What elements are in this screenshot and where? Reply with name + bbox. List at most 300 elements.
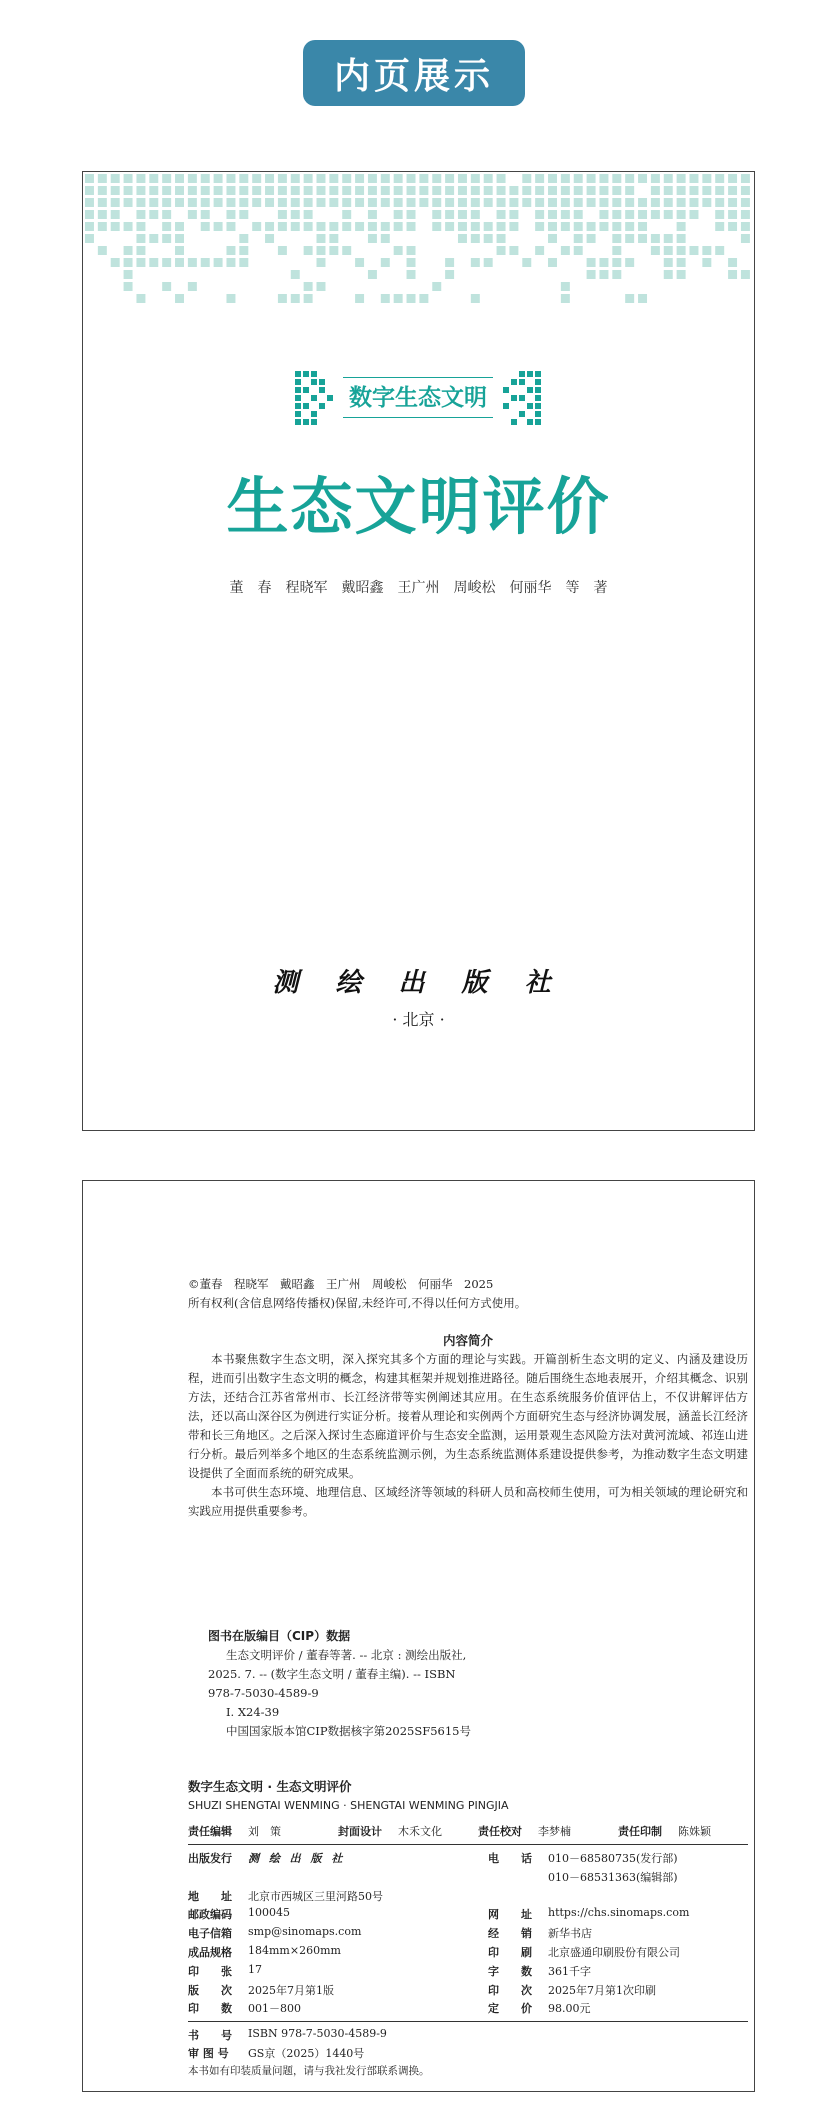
pixel-square	[304, 186, 313, 195]
pixel-square	[304, 246, 313, 255]
pixel-square	[329, 222, 338, 231]
pixel-square	[85, 234, 94, 243]
pixel-square	[612, 222, 621, 231]
summary-paragraph-1: 本书聚焦数字生态文明，深入探究其多个方面的理论与实践。开篇剖析生态文明的定义、内涵及建设历程，进而引出数字生态文明的概念，构建其框架并规划推进路径。随后围绕生态地表展开，介绍其概念、识别方法，还结合江苏省常州市、长江经济带等实例阐述其应用。在生态系统服务价值评估上，不仅讲解评估方法，还以高山深谷区为例进行实证分析。接着从理论和实例两个方面研究生态与经济协调发展，涵盖长江经济带和长三角地区。之后深入探讨生态廊道评价与生态安全监测，运用景观生态风险方法对黄河流域、祁连山进行分析。最后列举多个地区的生态系统监测示例，为生态系统监测体系建设提供参考，为推动数字生态文明建设提供了全面而系统的研究成果。	[188, 1352, 748, 1480]
info-value: 新华书店	[548, 1927, 592, 1941]
pixel-square	[497, 234, 506, 243]
pixel-square	[85, 198, 94, 207]
pixel-square	[574, 174, 583, 183]
pixel-square	[677, 258, 686, 267]
pixel-square	[355, 294, 364, 303]
pixel-square	[561, 174, 570, 183]
pixel-square	[625, 234, 634, 243]
pixel-square	[188, 282, 197, 291]
pixel-pattern-decoration	[83, 172, 754, 312]
info-label: 出版发行	[188, 1852, 232, 1865]
pixel-square	[111, 210, 120, 219]
pixel-square	[458, 198, 467, 207]
pixel-square	[239, 186, 248, 195]
pixel-square	[265, 234, 274, 243]
pixel-square	[638, 294, 647, 303]
pixel-square	[111, 198, 120, 207]
series-badge	[293, 369, 543, 427]
pixel-square	[175, 294, 184, 303]
pixel-square	[201, 210, 210, 219]
pixel-square	[625, 198, 634, 207]
pixel-square	[535, 198, 544, 207]
pixel-square	[136, 234, 145, 243]
pixel-square	[394, 186, 403, 195]
info-value: 010－68580735(发行部)	[548, 1852, 678, 1865]
footer-note: 本书如有印装质量问题，请与我社发行部联系调换。	[188, 2065, 430, 2077]
pixel-square	[548, 210, 557, 219]
pixel-square	[625, 186, 634, 195]
pixel-square	[574, 186, 583, 195]
pixel-square	[458, 174, 467, 183]
pixel-square	[535, 210, 544, 219]
pixel-square	[599, 174, 608, 183]
pixel-square	[278, 222, 287, 231]
pixel-square	[226, 222, 235, 231]
info-row	[188, 1850, 748, 1867]
pixel-square	[548, 174, 557, 183]
pixel-square	[561, 294, 570, 303]
pixel-square	[226, 258, 235, 267]
info-row	[188, 1869, 748, 1886]
pixel-square	[394, 222, 403, 231]
copyright-page	[82, 1180, 755, 2092]
info-label: 成品规格	[188, 1946, 232, 1959]
pixel-square	[381, 294, 390, 303]
pixel-square	[136, 174, 145, 183]
series-top-rule	[343, 377, 493, 378]
cip-line: 中国国家版本馆CIP数据核字第2025SF5615号	[226, 1724, 471, 1738]
pixel-square	[407, 186, 416, 195]
pixel-square	[458, 186, 467, 195]
pixel-square	[574, 198, 583, 207]
printing-editor-label: 责任印制	[618, 1825, 662, 1838]
info-value: 北京盛通印刷股份有限公司	[548, 1946, 680, 1959]
pixel-square	[664, 258, 673, 267]
pixel-square	[162, 210, 171, 219]
pixel-square	[136, 258, 145, 267]
info-value: 北京市西城区三里河路50号	[248, 1889, 383, 1903]
pixel-square	[561, 198, 570, 207]
pixel-square	[741, 174, 750, 183]
pixel-square	[124, 186, 133, 195]
pixel-square	[599, 186, 608, 195]
pixel-square	[149, 186, 158, 195]
info-row	[188, 1963, 748, 1980]
publisher-city: · 北京 ·	[392, 1010, 445, 1029]
pixel-square	[381, 174, 390, 183]
pixel-square	[265, 186, 274, 195]
pixel-square	[471, 258, 480, 267]
pixel-square	[599, 198, 608, 207]
pixel-square	[651, 246, 660, 255]
pixel-square	[677, 198, 686, 207]
pixel-square	[291, 186, 300, 195]
pixel-square	[265, 222, 274, 231]
pixel-square	[149, 258, 158, 267]
pixel-square	[304, 282, 313, 291]
pixel-square	[599, 222, 608, 231]
pixel-square	[291, 174, 300, 183]
pixel-square	[162, 234, 171, 243]
pixel-square	[471, 222, 480, 231]
cip-line: Ⅰ. X24-39	[226, 1705, 280, 1719]
cover-design-label: 封面设计	[338, 1825, 382, 1838]
pixel-square	[291, 294, 300, 303]
pixel-square	[651, 234, 660, 243]
pixel-square	[136, 198, 145, 207]
pixel-square	[458, 234, 467, 243]
pixel-square	[574, 246, 583, 255]
pixel-square	[124, 198, 133, 207]
pixel-square	[625, 210, 634, 219]
pixel-square	[651, 174, 660, 183]
pixel-square	[304, 174, 313, 183]
pixel-square	[677, 222, 686, 231]
pixel-square	[741, 186, 750, 195]
pixel-square	[124, 258, 133, 267]
pixel-square	[522, 186, 531, 195]
pixel-square	[445, 270, 454, 279]
pixel-square	[136, 210, 145, 219]
pixel-square	[175, 234, 184, 243]
pixel-square	[98, 222, 107, 231]
pixel-square	[741, 198, 750, 207]
pixel-square	[587, 198, 596, 207]
pixel-square	[162, 222, 171, 231]
pixel-square	[574, 210, 583, 219]
pixel-square	[226, 174, 235, 183]
pixel-square	[304, 210, 313, 219]
pixel-square	[304, 222, 313, 231]
pixel-square	[458, 222, 467, 231]
pixel-square	[458, 210, 467, 219]
info-label: 网 址	[488, 1908, 532, 1922]
pixel-square	[85, 222, 94, 231]
pixel-square	[715, 198, 724, 207]
pixel-square	[188, 258, 197, 267]
pixel-square	[484, 186, 493, 195]
inner-title-page	[82, 171, 755, 1131]
isbn-row	[188, 2027, 748, 2044]
pixel-square	[702, 186, 711, 195]
pixel-square	[111, 174, 120, 183]
pixel-square	[407, 174, 416, 183]
pixel-square	[612, 174, 621, 183]
pixel-square	[471, 174, 480, 183]
pixel-square	[612, 246, 621, 255]
pixel-square	[689, 198, 698, 207]
info-label: 印 张	[188, 1964, 232, 1978]
info-value: 001－800	[248, 2002, 301, 2016]
pixel-square	[226, 210, 235, 219]
pixel-square	[561, 210, 570, 219]
pixel-square	[98, 210, 107, 219]
pixel-square	[535, 174, 544, 183]
pixel-square	[304, 198, 313, 207]
pixel-square	[175, 198, 184, 207]
pixel-square	[497, 210, 506, 219]
info-label: 版 次	[188, 1983, 232, 1997]
pixel-square	[317, 234, 326, 243]
summary-paragraph-2: 本书可供生态环境、地理信息、区域经济等领域的科研人员和高校师生使用，可为相关领域的理论研究和实践应用提供重要参考。	[188, 1485, 748, 1518]
pixel-square	[239, 174, 248, 183]
info-row	[188, 1925, 748, 1942]
pixel-square	[291, 198, 300, 207]
series-left-pixel-icon	[293, 369, 343, 427]
pixel-square	[548, 222, 557, 231]
authors: 董 春 程晓军 戴昭鑫 王广州 周峻松 何丽华 等 著	[229, 580, 608, 596]
pixel-square	[239, 210, 248, 219]
pixel-square	[355, 174, 364, 183]
pixel-square	[355, 222, 364, 231]
pixel-square	[728, 186, 737, 195]
pixel-square	[381, 186, 390, 195]
pixel-square	[664, 270, 673, 279]
pixel-square	[98, 174, 107, 183]
pixel-square	[317, 186, 326, 195]
info-value: 100045	[248, 1906, 290, 1920]
pixel-square	[689, 210, 698, 219]
pixel-square	[407, 210, 416, 219]
proofreader-label: 责任校对	[478, 1825, 522, 1838]
pixel-square	[548, 234, 557, 243]
info-row	[188, 2000, 748, 2017]
info-label: 印 刷	[488, 1946, 532, 1959]
cip-line: 2025. 7. -- (数字生态文明 / 董春主编). -- ISBN	[208, 1667, 456, 1681]
pixel-square	[535, 222, 544, 231]
pixel-square	[342, 198, 351, 207]
pixel-square	[368, 186, 377, 195]
pixel-square	[394, 210, 403, 219]
pixel-square	[702, 174, 711, 183]
pixel-square	[214, 186, 223, 195]
pixel-square	[291, 270, 300, 279]
info-label: 地 址	[188, 1889, 232, 1903]
pixel-square	[201, 186, 210, 195]
pixel-square	[368, 210, 377, 219]
pixel-square	[342, 174, 351, 183]
pixel-square	[329, 198, 338, 207]
pixel-square	[587, 270, 596, 279]
info-value: 测 绘 出 版 社	[248, 1852, 346, 1865]
proofreader-value: 李梦楠	[538, 1825, 571, 1838]
pixel-square	[445, 210, 454, 219]
pixel-square	[728, 222, 737, 231]
pixel-square	[664, 198, 673, 207]
cip-block	[208, 1627, 728, 1741]
pixel-square	[651, 186, 660, 195]
pixel-square	[728, 210, 737, 219]
pixel-square	[509, 246, 518, 255]
info-value: https://chs.sinomaps.com	[548, 1906, 690, 1920]
pixel-square	[407, 270, 416, 279]
pixel-square	[368, 222, 377, 231]
pixel-square	[278, 174, 287, 183]
pixel-square	[214, 174, 223, 183]
pixel-square	[136, 222, 145, 231]
pixel-square	[188, 186, 197, 195]
publisher-logo: 测 绘 出 版 社	[272, 968, 565, 998]
pixel-square	[561, 222, 570, 231]
pixel-square	[85, 174, 94, 183]
info-label: 经 销	[488, 1927, 532, 1941]
pixel-square	[715, 174, 724, 183]
pixel-square	[625, 258, 634, 267]
pixel-square	[201, 222, 210, 231]
pixel-square	[445, 174, 454, 183]
series-right-pixel-icon	[493, 369, 543, 427]
pixel-square	[317, 222, 326, 231]
pixel-square	[304, 294, 313, 303]
pixel-square	[664, 234, 673, 243]
printing-editor-value: 陈姝颖	[678, 1825, 711, 1838]
pixel-square	[149, 234, 158, 243]
info-value: 98.00元	[548, 2002, 591, 2016]
pixel-square	[574, 234, 583, 243]
series-pinyin: SHUZI SHENGTAI WENMING · SHENGTAI WENMING PINGJIA	[188, 1799, 509, 1812]
page-showcase-banner	[303, 40, 525, 106]
pixel-square	[175, 174, 184, 183]
pixel-square	[278, 294, 287, 303]
isbn-label: 书 号	[188, 2029, 232, 2042]
pixel-square	[394, 294, 403, 303]
pixel-square	[188, 198, 197, 207]
pixel-square	[612, 198, 621, 207]
pixel-square	[317, 174, 326, 183]
pixel-square	[342, 186, 351, 195]
pixel-square	[612, 186, 621, 195]
info-value: smp@sinomaps.com	[248, 1925, 362, 1939]
pixel-square	[394, 246, 403, 255]
pixel-square	[587, 174, 596, 183]
pixel-square	[419, 186, 428, 195]
pixel-square	[226, 198, 235, 207]
pixel-square	[509, 198, 518, 207]
pixel-square	[625, 222, 634, 231]
pixel-square	[741, 222, 750, 231]
pixel-square	[201, 258, 210, 267]
pixel-square	[432, 174, 441, 183]
pixel-square	[355, 186, 364, 195]
book-title: 生态文明评价	[226, 470, 611, 543]
pixel-square	[98, 186, 107, 195]
pixel-square	[252, 174, 261, 183]
pixel-square	[124, 246, 133, 255]
pixel-square	[574, 222, 583, 231]
pixel-square	[368, 198, 377, 207]
pixel-square	[702, 258, 711, 267]
pixel-square	[342, 246, 351, 255]
editor-value: 刘 策	[248, 1825, 281, 1838]
banner-label: 内页展示	[333, 55, 494, 97]
pixel-square	[612, 210, 621, 219]
pixel-square	[175, 258, 184, 267]
pixel-square	[291, 222, 300, 231]
pixel-square	[149, 174, 158, 183]
info-label: 定 价	[488, 2002, 532, 2016]
pixel-square	[175, 222, 184, 231]
pixel-square	[188, 174, 197, 183]
pixel-square	[214, 258, 223, 267]
info-value: 010－68531363(编辑部)	[548, 1870, 678, 1884]
copyright-block	[188, 1275, 748, 1313]
pixel-square	[162, 258, 171, 267]
pixel-square	[329, 246, 338, 255]
pixel-square	[342, 222, 351, 231]
pixel-square	[368, 174, 377, 183]
pixel-square	[188, 210, 197, 219]
pixel-square	[175, 186, 184, 195]
pixel-square	[355, 198, 364, 207]
pixel-square	[201, 174, 210, 183]
pixel-square	[136, 186, 145, 195]
pixel-square	[715, 186, 724, 195]
pixel-square	[522, 258, 531, 267]
pixel-square	[728, 258, 737, 267]
pixel-square	[677, 174, 686, 183]
pixel-square	[638, 222, 647, 231]
summary-title: 内容简介	[442, 1333, 493, 1348]
pixel-square	[484, 234, 493, 243]
pixel-square	[162, 174, 171, 183]
pixel-square	[226, 294, 235, 303]
pixel-square	[548, 186, 557, 195]
editor-label: 责任编辑	[188, 1825, 232, 1838]
pixel-square	[85, 210, 94, 219]
pixel-square	[278, 198, 287, 207]
pixel-square	[497, 198, 506, 207]
pixel-square	[419, 294, 428, 303]
pixel-square	[175, 246, 184, 255]
pixel-square	[407, 294, 416, 303]
pixel-square	[702, 198, 711, 207]
pixel-square	[214, 198, 223, 207]
pixel-square	[265, 174, 274, 183]
pixel-square	[85, 186, 94, 195]
pixel-square	[728, 198, 737, 207]
pixel-square	[599, 210, 608, 219]
pixel-square	[111, 258, 120, 267]
pixel-square	[252, 222, 261, 231]
pixel-square	[149, 198, 158, 207]
series-title: 数字生态文明	[349, 385, 487, 411]
pixel-square	[278, 210, 287, 219]
pixel-square	[368, 234, 377, 243]
pixel-square	[162, 186, 171, 195]
series-bottom-rule	[343, 417, 493, 418]
pixel-square	[445, 186, 454, 195]
pixel-square	[587, 222, 596, 231]
pixel-square	[741, 234, 750, 243]
pixel-square	[561, 186, 570, 195]
pixel-square	[561, 246, 570, 255]
pixel-square	[625, 294, 634, 303]
pixel-square	[149, 210, 158, 219]
pixel-square	[226, 246, 235, 255]
pixel-square	[548, 258, 557, 267]
map-review-value: GS京（2025）1440号	[248, 2047, 365, 2060]
pixel-square	[471, 234, 480, 243]
pixel-square	[407, 246, 416, 255]
copyright-line: ©董春 程晓军 戴昭鑫 王广州 周峻松 何丽华 2025	[188, 1277, 494, 1291]
pixel-square	[484, 198, 493, 207]
pixel-square	[484, 222, 493, 231]
